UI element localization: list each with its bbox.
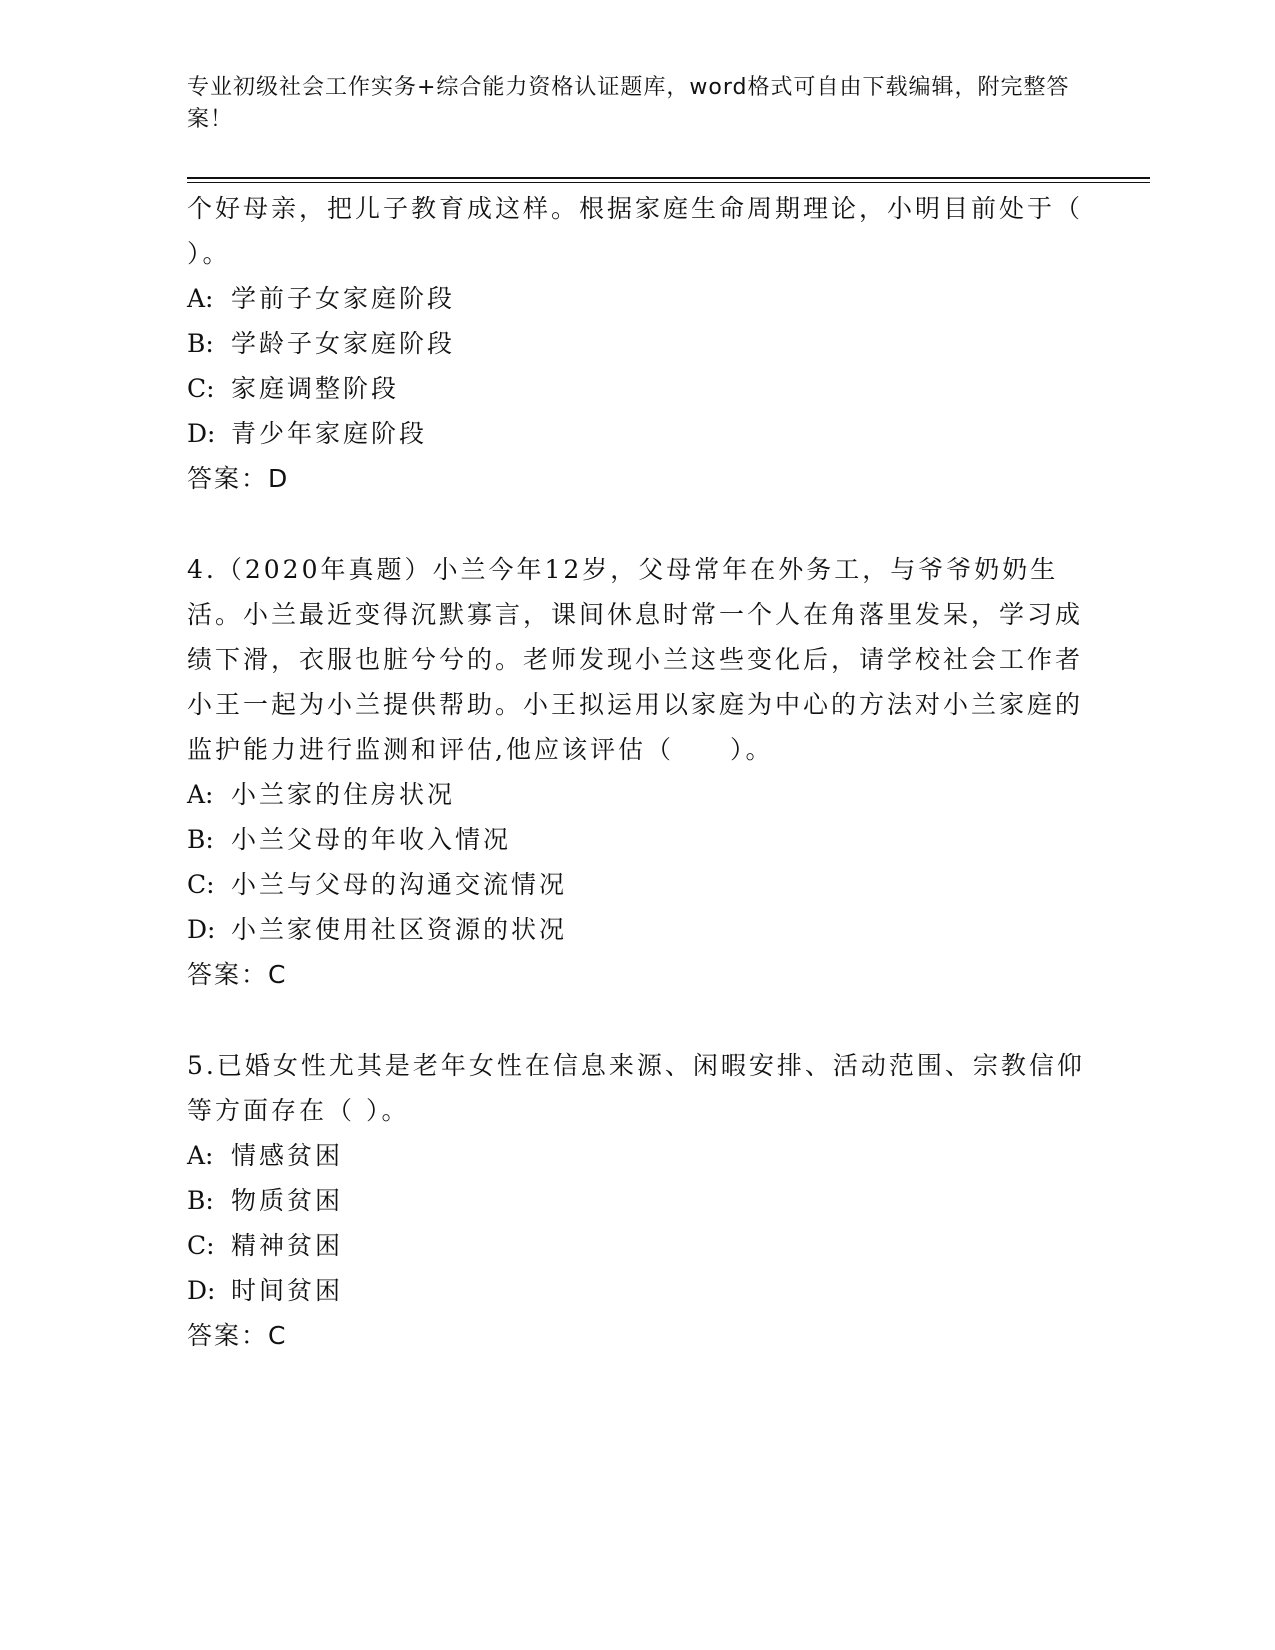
option-letter: D: bbox=[187, 419, 216, 448]
option-c bbox=[187, 862, 1087, 907]
question-spacer bbox=[187, 501, 1087, 547]
header-divider-thick bbox=[187, 177, 1150, 179]
option-b bbox=[187, 321, 1087, 366]
option-text: 小兰家的住房状况 bbox=[231, 780, 456, 809]
option-d bbox=[187, 907, 1087, 952]
answer-line: 答案：C bbox=[187, 1321, 288, 1350]
question-block bbox=[187, 186, 1087, 501]
option-letter: B: bbox=[187, 1186, 214, 1215]
question-text: 4.（2020年真题）小兰今年12岁，父母常年在外务工，与爷爷奶奶生活。小兰最近变得沉默寡言，课间休息时常一个人在角落里发呆，学习成绩下滑，衣服也脏兮兮的。老师发现小兰这些变化后，请学校社会工作者小王一起为小兰提供帮助。小王拟运用以家庭为中心的方法对小兰家庭的监护能力进行监测和评估,他应该评估（ ）。 bbox=[187, 555, 1084, 764]
option-letter: B: bbox=[187, 329, 214, 358]
option-letter: A: bbox=[187, 284, 214, 313]
option-text: 时间贫困 bbox=[231, 1276, 344, 1305]
option-d bbox=[187, 411, 1087, 456]
option-c bbox=[187, 366, 1087, 411]
option-letter: C: bbox=[187, 374, 215, 403]
option-letter: A: bbox=[187, 1141, 214, 1170]
page-header: 专业初级社会工作实务+综合能力资格认证题库，word格式可自由下载编辑，附完整答案！ bbox=[187, 75, 1070, 132]
option-text: 物质贫困 bbox=[231, 1186, 344, 1215]
option-text: 学龄子女家庭阶段 bbox=[231, 329, 456, 358]
option-text: 小兰家使用社区资源的状况 bbox=[231, 915, 568, 944]
header-divider-thin bbox=[187, 182, 1150, 183]
option-letter: B: bbox=[187, 825, 214, 854]
option-letter: D: bbox=[187, 915, 216, 944]
option-text: 家庭调整阶段 bbox=[231, 374, 400, 403]
option-text: 小兰父母的年收入情况 bbox=[231, 825, 512, 854]
question-list bbox=[187, 186, 1087, 1358]
option-letter: C: bbox=[187, 1231, 215, 1260]
option-text: 小兰与父母的沟通交流情况 bbox=[231, 870, 568, 899]
option-letter: A: bbox=[187, 780, 214, 809]
question-spacer bbox=[187, 997, 1087, 1043]
option-text: 学前子女家庭阶段 bbox=[231, 284, 456, 313]
option-text: 青少年家庭阶段 bbox=[231, 419, 428, 448]
option-letter: C: bbox=[187, 870, 215, 899]
option-a bbox=[187, 1133, 1087, 1178]
answer-line: 答案：C bbox=[187, 960, 288, 989]
question-block bbox=[187, 547, 1087, 997]
option-text: 精神贫困 bbox=[231, 1231, 344, 1260]
answer-line: 答案：D bbox=[187, 464, 290, 493]
question-text: 5.已婚女性尤其是老年女性在信息来源、闲暇安排、活动范围、宗教信仰等方面存在（ ）。 bbox=[187, 1051, 1085, 1125]
option-text: 情感贫困 bbox=[231, 1141, 344, 1170]
option-a bbox=[187, 772, 1087, 817]
option-a bbox=[187, 276, 1087, 321]
question-text: 个好母亲，把儿子教育成这样。根据家庭生命周期理论，小明目前处于（ ）。 bbox=[187, 194, 1084, 268]
option-d bbox=[187, 1268, 1087, 1313]
option-b bbox=[187, 1178, 1087, 1223]
option-letter: D: bbox=[187, 1276, 216, 1305]
option-b bbox=[187, 817, 1087, 862]
option-c bbox=[187, 1223, 1087, 1268]
question-block bbox=[187, 1043, 1087, 1358]
